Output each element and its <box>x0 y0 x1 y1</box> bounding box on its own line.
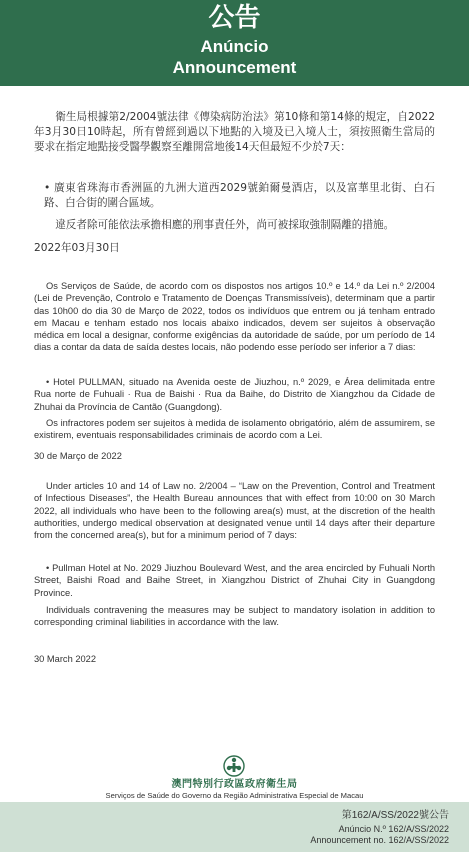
reference-zh: 第162/A/SS/2022號公告 <box>341 810 449 821</box>
org-name-zh: 澳門特別行政區政府衛生局 <box>171 779 298 790</box>
en-bullet-1: • Pullman Hotel at No. 2029 Jiuzhou Boulevard West, and the area encircled by Fuhuali North Street, Baishi Road and Baihe Street, in Xiangzhou District of Zhuhai City in Guangdong Province. <box>34 563 435 598</box>
title-pt: Anúncio <box>200 37 269 56</box>
en-paragraph-1: Under articles 10 and 14 of Law no. 2/2004 – “Law on the Prevention, Control and Treatment of Infectious Diseases”, the Health Bureau announces that with effect from 10:00 on 30 March 2022, all individuals who have been to the following area(s) must, at the discretion of the health authorities, undergo medical observation at designated venue until 14 days after their departure from the concerned area(s), but for a minimum period of 7 days: <box>34 481 435 541</box>
en-date: 30 March 2022 <box>34 654 97 664</box>
pt-date: 30 de Março de 2022 <box>34 451 122 461</box>
pt-paragraph-2: Os infractores podem ser sujeitos à medida de isolamento obrigatório, além de assumirem, se existirem, eventuais responsabilidades criminais de acordo com a Lei. <box>34 418 435 441</box>
footer-reference-band <box>0 802 469 852</box>
header-banner <box>0 0 469 86</box>
reference-en: Announcement no. 162/A/SS/2022 <box>310 835 449 845</box>
zh-paragraph-2: 違反者除可能依法承擔相應的刑事責任外，尚可被採取強制隔離的措施。 <box>55 219 395 231</box>
org-name-pt: Serviços de Saúde do Governo da Região Administrativa Especial de Macau <box>105 791 364 800</box>
title-zh: 公告 <box>208 3 261 33</box>
pt-paragraph-1: Os Serviços de Saúde, de acordo com os dispostos nos artigos 10.º e 14.º da Lei n.º 2/2004 (Lei de Prevenção, Controlo e Tratamento de Doenças Transmissíveis), determinam que a partir das 10h00 do dia 30 de Março de 2022, todos os indivíduos que entrem ou já tenham entrado em Macau e tenham estado nos locais abaixo indicados, devem ser sujeitos à observação médica em local a designar, conforme exigências da autoridade de saúde, por um período de 14 dias a contar da data de saída destes locais, não podendo esse período ser inferior a 7 dias: <box>34 281 435 353</box>
reference-pt: Anúncio N.º 162/A/SS/2022 <box>338 824 449 834</box>
health-bureau-logo-icon <box>223 755 245 777</box>
title-en: Announcement <box>172 58 297 77</box>
zh-date: 2022年03月30日 <box>34 242 120 254</box>
zh-bullet-1: • 廣東省珠海市香洲區的九洲大道西2029號鉑爾曼酒店，以及富華里北街、白石路、白合街的圍合區域。 <box>44 182 435 209</box>
zh-paragraph-1: 衛生局根據第2/2004號法律《傳染病防治法》第10條和第14條的規定，自2022年3月30日10時起，所有曾經到過以下地點的入境及已入境人士，須按照衛生當局的要求在指定地點接受醫學觀察至離開當地後14天但最短不少於7天： <box>34 111 435 153</box>
en-paragraph-2: Individuals contravening the measures may be subject to mandatory isolation in addition to corresponding criminal liabilities in accordance with the law. <box>34 605 435 628</box>
pt-bullet-1: • Hotel PULLMAN, situado na Avenida oeste de Jiuzhou, n.º 2029, e Área delimitada entre Rua norte de Fuhuali · Rua de Baishi · Rua da Baihe, do Distrito de Xiangzhou da Cidade de Zhuhai da Província de Cantão (Guangdong). <box>34 377 435 412</box>
